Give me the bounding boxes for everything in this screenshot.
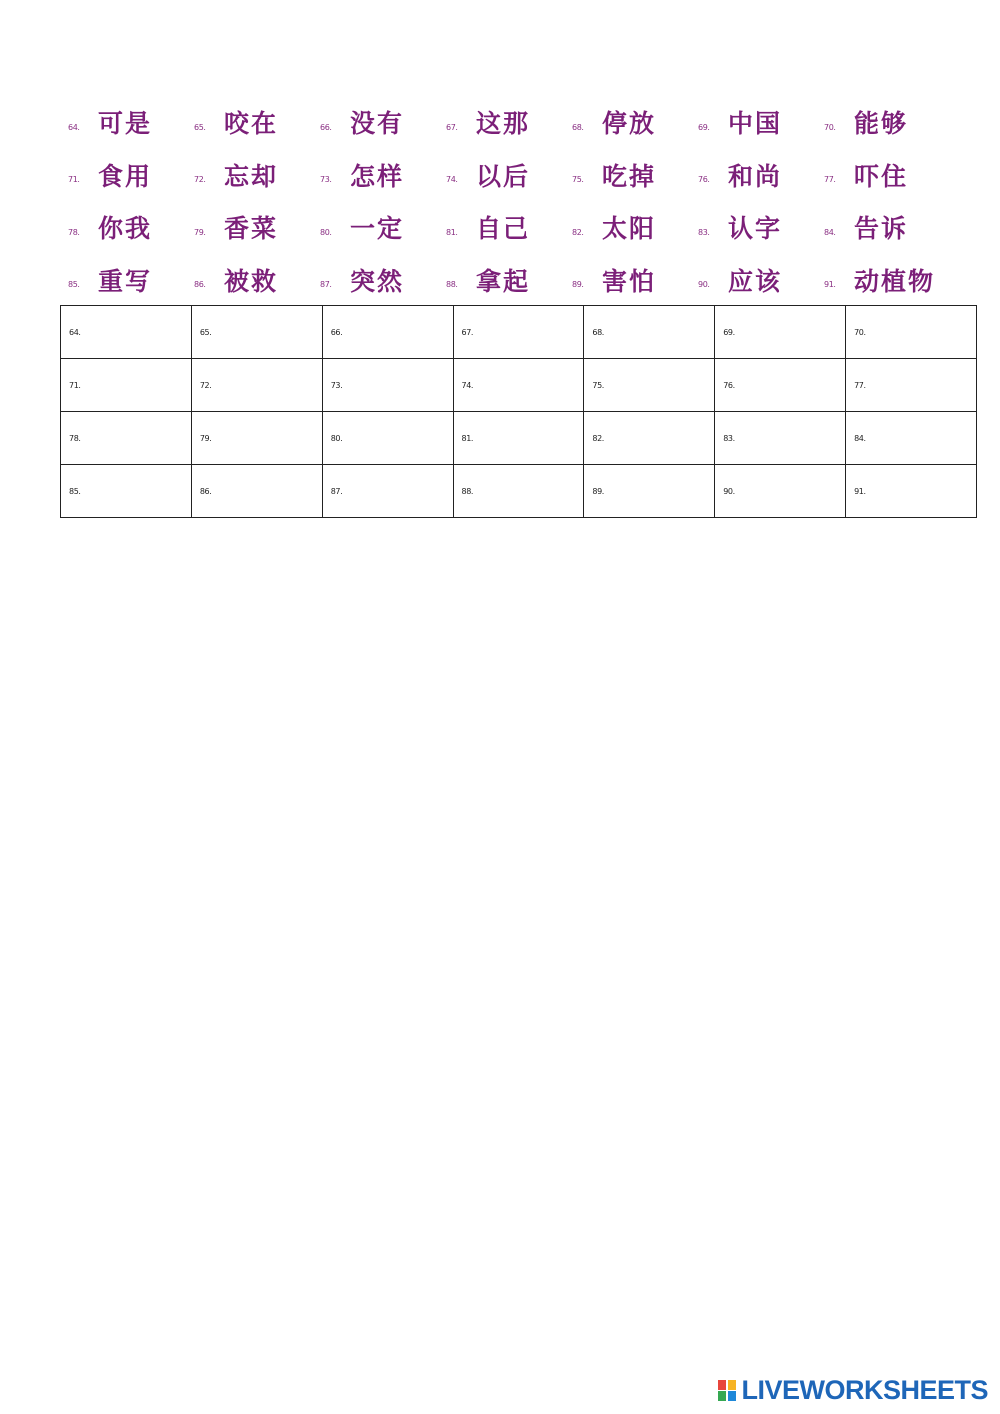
answer-grid: [60, 305, 977, 518]
vocab-row: [60, 149, 960, 202]
vocab-item: [60, 96, 186, 148]
vocab-item: [690, 149, 816, 201]
vocab-item: [438, 254, 564, 306]
answer-row: [61, 465, 977, 518]
answer-cell[interactable]: 68.: [584, 306, 715, 359]
vocab-number: 80.: [320, 227, 332, 237]
answer-cell[interactable]: 89.: [584, 465, 715, 518]
answer-cell[interactable]: 70.: [846, 306, 977, 359]
vocab-item: [690, 96, 816, 148]
vocab-row: [60, 96, 960, 149]
liveworksheets-logo-icon: [718, 1378, 738, 1402]
vocab-item: [816, 149, 942, 201]
answer-cell[interactable]: 67.: [453, 306, 584, 359]
vocab-number: 73.: [320, 175, 332, 184]
answer-row: [61, 306, 977, 359]
vocab-number: 85.: [68, 280, 80, 289]
vocab-number: 83.: [698, 227, 710, 237]
vocab-number: 69.: [698, 122, 710, 132]
vocab-word: 没有: [350, 109, 405, 138]
vocab-word: 吓住: [854, 161, 909, 191]
vocab-word: 一定: [350, 214, 405, 243]
vocab-item: [438, 96, 564, 148]
vocab-word: 告诉: [854, 214, 909, 243]
answer-cell[interactable]: 91.: [846, 465, 977, 518]
vocab-word: 害怕: [602, 266, 657, 296]
answer-cell[interactable]: 72.: [191, 359, 322, 412]
answer-cell[interactable]: 82.: [584, 412, 715, 465]
vocab-item: [312, 254, 438, 306]
answer-cell[interactable]: 75.: [584, 359, 715, 412]
vocab-word: 可是: [98, 109, 153, 138]
vocab-number: 71.: [68, 175, 80, 184]
answer-cell[interactable]: 66.: [322, 306, 453, 359]
vocab-item: [438, 201, 564, 253]
vocab-item: [312, 201, 438, 253]
vocab-word: 自己: [476, 214, 531, 243]
vocab-number: 90.: [698, 280, 710, 289]
vocab-number: 78.: [68, 227, 80, 237]
vocab-number: 68.: [572, 122, 584, 132]
answer-cell[interactable]: 87.: [322, 465, 453, 518]
vocab-word: 中国: [728, 109, 783, 138]
vocab-word: 吃掉: [602, 161, 657, 191]
vocabulary-list: [60, 96, 960, 306]
vocab-number: 65.: [194, 122, 206, 132]
logo-text: LIVEWORKSHEETS: [741, 1374, 988, 1405]
vocab-word: 你我: [98, 214, 153, 243]
vocab-item: [564, 96, 690, 148]
vocab-number: 75.: [572, 175, 584, 184]
answer-cell[interactable]: 83.: [715, 412, 846, 465]
answer-cell[interactable]: 64.: [61, 306, 192, 359]
vocab-item: [690, 254, 816, 306]
answer-cell[interactable]: 84.: [846, 412, 977, 465]
vocab-item: [564, 149, 690, 201]
vocab-number: 82.: [572, 227, 584, 237]
answer-row: [61, 412, 977, 465]
vocab-word: 咬在: [224, 109, 279, 138]
vocab-word: 动植物: [854, 266, 936, 296]
answer-cell[interactable]: 76.: [715, 359, 846, 412]
vocab-word: 这那: [476, 109, 531, 138]
vocab-number: 84.: [824, 227, 836, 237]
answer-cell[interactable]: 79.: [191, 412, 322, 465]
vocab-word: 忘却: [224, 161, 279, 191]
vocab-item: [816, 201, 942, 253]
vocab-number: 64.: [68, 122, 80, 132]
vocab-number: 86.: [194, 280, 206, 289]
vocab-item: [186, 254, 312, 306]
vocab-word: 和尚: [728, 161, 783, 191]
vocab-word: 重写: [98, 266, 153, 296]
vocab-number: 77.: [824, 175, 836, 184]
vocab-row: [60, 201, 960, 254]
answer-cell[interactable]: 85.: [61, 465, 192, 518]
answer-cell[interactable]: 77.: [846, 359, 977, 412]
answer-cell[interactable]: 78.: [61, 412, 192, 465]
answer-cell[interactable]: 71.: [61, 359, 192, 412]
vocab-item: [186, 201, 312, 253]
answer-cell[interactable]: 65.: [191, 306, 322, 359]
vocab-word: 应该: [728, 266, 783, 296]
vocab-item: [60, 254, 186, 306]
vocab-item: [816, 254, 942, 306]
vocab-item: [312, 149, 438, 201]
vocab-number: 74.: [446, 175, 458, 184]
answer-cell[interactable]: 74.: [453, 359, 584, 412]
answer-cell[interactable]: 73.: [322, 359, 453, 412]
answer-cell[interactable]: 86.: [191, 465, 322, 518]
answer-cell[interactable]: 90.: [715, 465, 846, 518]
vocab-number: 67.: [446, 122, 458, 132]
vocab-item: [690, 201, 816, 253]
answer-cell[interactable]: 80.: [322, 412, 453, 465]
vocab-item: [564, 201, 690, 253]
vocab-word: 怎样: [350, 161, 405, 191]
vocab-number: 81.: [446, 227, 458, 237]
vocab-row: [60, 254, 960, 307]
vocab-word: 香菜: [224, 214, 279, 243]
vocab-item: [816, 96, 942, 148]
vocab-word: 以后: [476, 161, 531, 191]
answer-cell[interactable]: 81.: [453, 412, 584, 465]
vocab-word: 突然: [350, 266, 405, 296]
vocab-item: [186, 96, 312, 148]
vocab-item: [60, 149, 186, 201]
vocab-item: [312, 96, 438, 148]
vocab-item: [564, 254, 690, 306]
vocab-word: 停放: [602, 109, 657, 138]
vocab-item: [60, 201, 186, 253]
vocab-number: 76.: [698, 175, 710, 184]
vocab-word: 认字: [728, 214, 783, 243]
answer-cell[interactable]: 88.: [453, 465, 584, 518]
vocab-number: 88.: [446, 280, 458, 289]
vocab-number: 79.: [194, 227, 206, 237]
vocab-word: 太阳: [602, 214, 657, 243]
vocab-item: [186, 149, 312, 201]
liveworksheets-logo: [718, 1376, 988, 1404]
vocab-number: 87.: [320, 280, 332, 289]
vocab-number: 66.: [320, 122, 332, 132]
answer-cell[interactable]: 69.: [715, 306, 846, 359]
vocab-word: 能够: [854, 109, 909, 138]
vocab-number: 72.: [194, 175, 206, 184]
vocab-word: 被救: [224, 266, 279, 296]
vocab-item: [438, 149, 564, 201]
vocab-number: 91.: [824, 280, 836, 289]
vocab-word: 拿起: [476, 266, 531, 296]
vocab-number: 89.: [572, 280, 584, 289]
vocab-word: 食用: [98, 161, 153, 191]
vocab-number: 70.: [824, 122, 836, 132]
answer-row: [61, 359, 977, 412]
